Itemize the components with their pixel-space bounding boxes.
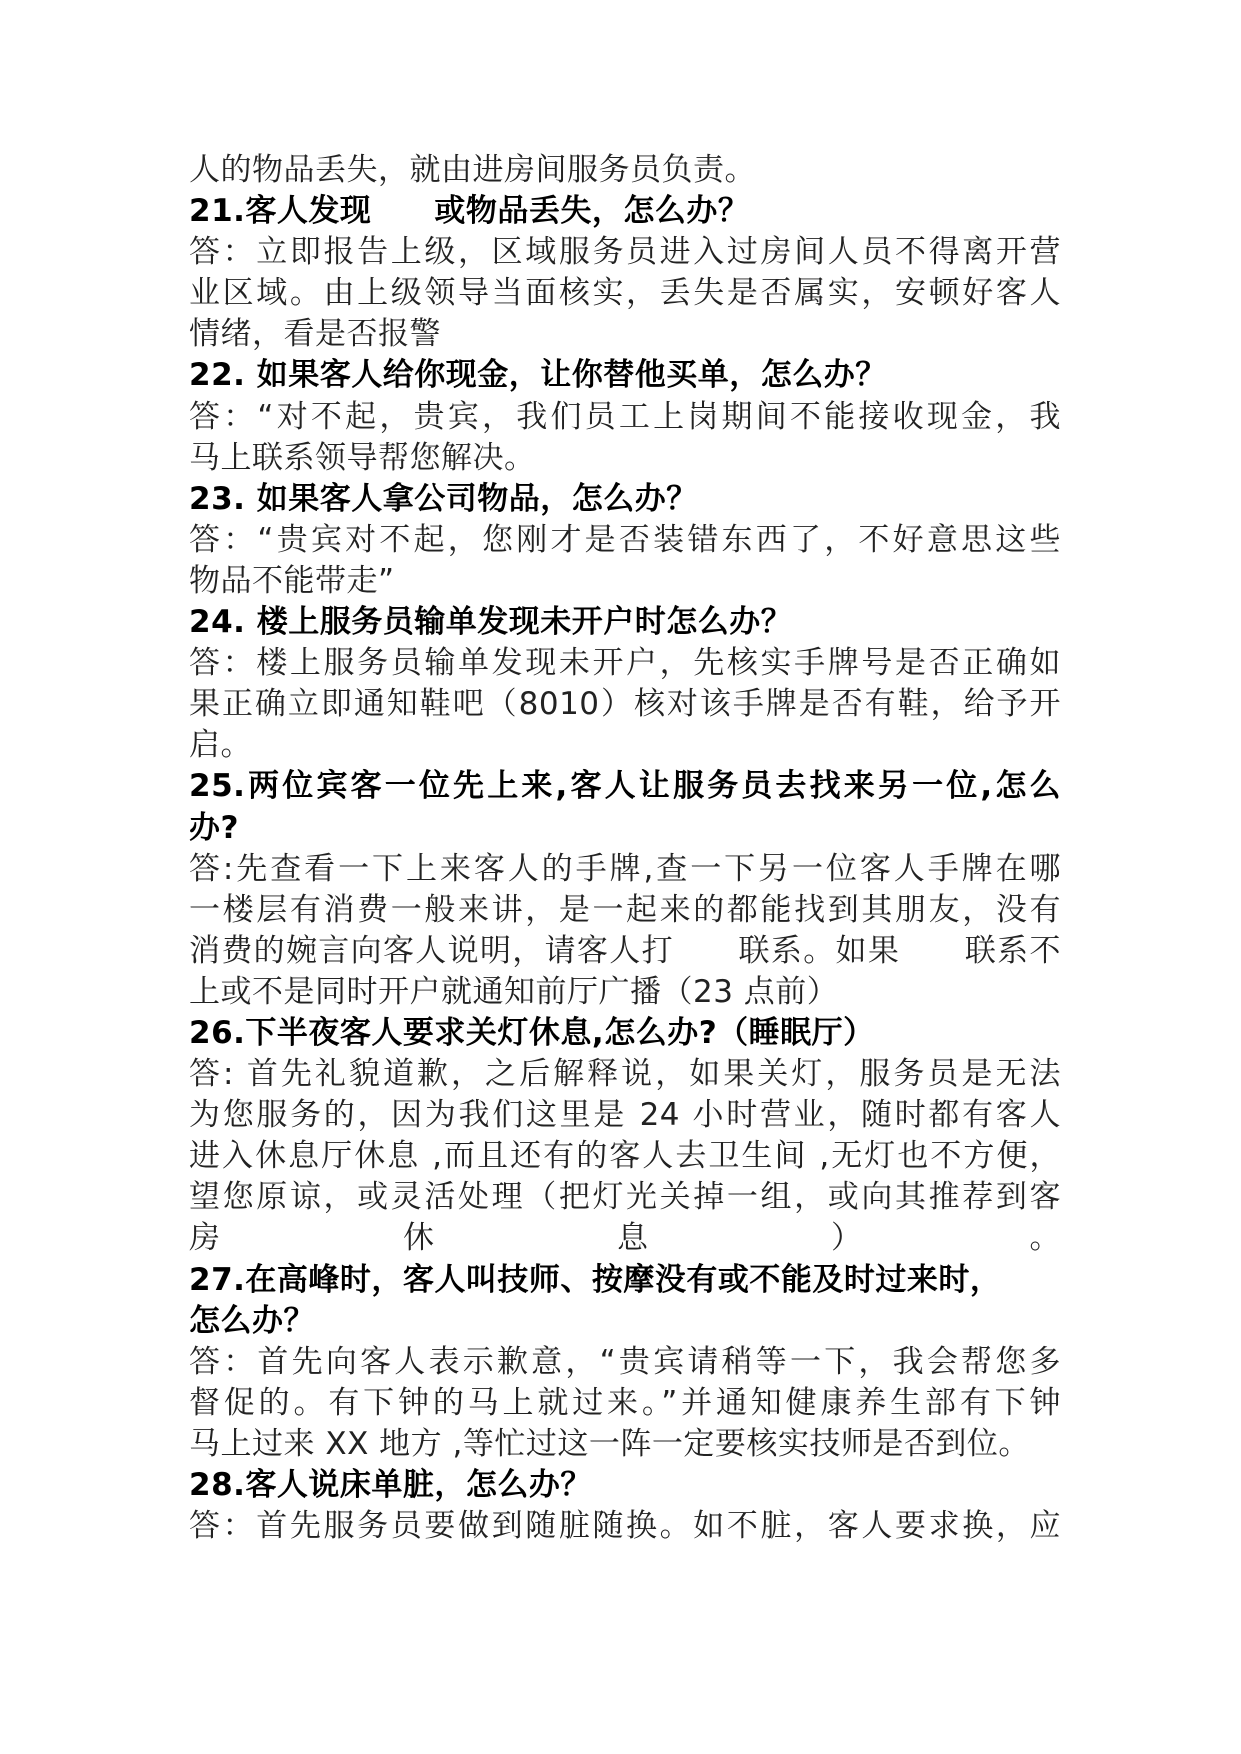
question-line: 办? xyxy=(189,809,239,846)
answer-line: 启。 xyxy=(189,727,252,764)
answer-line: 为您服务的，因为我们这里是 24 小时营业，随时都有客人 xyxy=(189,1097,1061,1134)
question-line: 28.客人说床单脏，怎么办？ xyxy=(189,1467,592,1503)
answer-line: 答: 首先礼貌道歉，之后解释说，如果关灯，服务员是无法 xyxy=(189,1056,1061,1093)
question-line: 23. 如果客人拿公司物品，怎么办？ xyxy=(189,480,698,517)
answer-line: 情绪，看是否报警 xyxy=(189,316,441,353)
answer-line: 答：立即报告上级，区域服务员进入过房间人员不得离开营 xyxy=(189,234,1061,271)
answer-line: 进入休息厅休息 ,而且还有的客人去卫生间 ,无灯也不方便， xyxy=(189,1138,1061,1175)
question-line: 24. 楼上服务员输单发现未开户时怎么办？ xyxy=(189,604,793,641)
answer-line: 马上过来 XX 地方 ,等忙过这一阵一定要核实技师是否到位。 xyxy=(189,1425,1030,1462)
answer-line: 督促的。有下钟的马上就过来。”并通知健康养生部有下钟 xyxy=(189,1384,1061,1421)
question-line: 21.客人发现 或物品丢失，怎么办？ xyxy=(189,193,750,230)
answer-line: 一楼层有消费一般来讲，是一起来的都能找到其朋友，没有 xyxy=(189,891,1061,928)
question-line: 26.下半夜客人要求关灯休息,怎么办?（睡眠厅） xyxy=(189,1014,875,1051)
document-page xyxy=(189,150,1061,1547)
answer-line: 业区域。由上级领导当面核实，丢失是否属实，安顿好客人 xyxy=(189,275,1061,312)
answer-line: 答：“贵宾对不起，您刚才是否装错东西了，不好意思这些 xyxy=(189,521,1061,558)
question-line: 27.在高峰时，客人叫技师、按摩没有或不能及时过来时， xyxy=(189,1261,1002,1298)
question-line: 25.两位宾客一位先上来,客人让服务员去找来另一位,怎么 xyxy=(189,768,1061,805)
question-line: 22. 如果客人给你现金，让你替他买单，怎么办？ xyxy=(189,357,887,394)
question-line: 怎么办？ xyxy=(189,1302,315,1339)
answer-line: 上或不是同时开户就通知前厅广播（23 点前） xyxy=(189,973,839,1010)
answer-line: 答：“对不起，贵宾，我们员工上岗期间不能接收现金，我 xyxy=(189,398,1061,435)
answer-line: 答:先查看一下上来客人的手牌,查一下另一位客人手牌在哪 xyxy=(189,850,1061,887)
answer-line: 答：首先向客人表示歉意，“贵宾请稍等一下，我会帮您多 xyxy=(189,1343,1061,1380)
answer-line: 答：楼上服务员输单发现未开户，先核实手牌号是否正确如 xyxy=(189,645,1061,682)
answer-line: 答：首先服务员要做到随脏随换。如不脏，客人要求换，应 xyxy=(189,1508,1061,1545)
answer-line: 望您原谅，或灵活处理（把灯光关掉一组，或向其推荐到客 xyxy=(189,1179,1061,1216)
answer-line: 果正确立即通知鞋吧（8010）核对该手牌是否有鞋，给予开 xyxy=(189,686,1061,723)
answer-line: 消费的婉言向客人说明，请客人打 联系。如果 联系不 xyxy=(189,932,1061,969)
answer-line: 人的物品丢失，就由进房间服务员负责。 xyxy=(189,152,756,188)
answer-line: 马上联系领导帮您解决。 xyxy=(189,439,536,476)
answer-line: 房休息）。 xyxy=(189,1220,1061,1257)
answer-line: 物品不能带走” xyxy=(189,562,395,599)
